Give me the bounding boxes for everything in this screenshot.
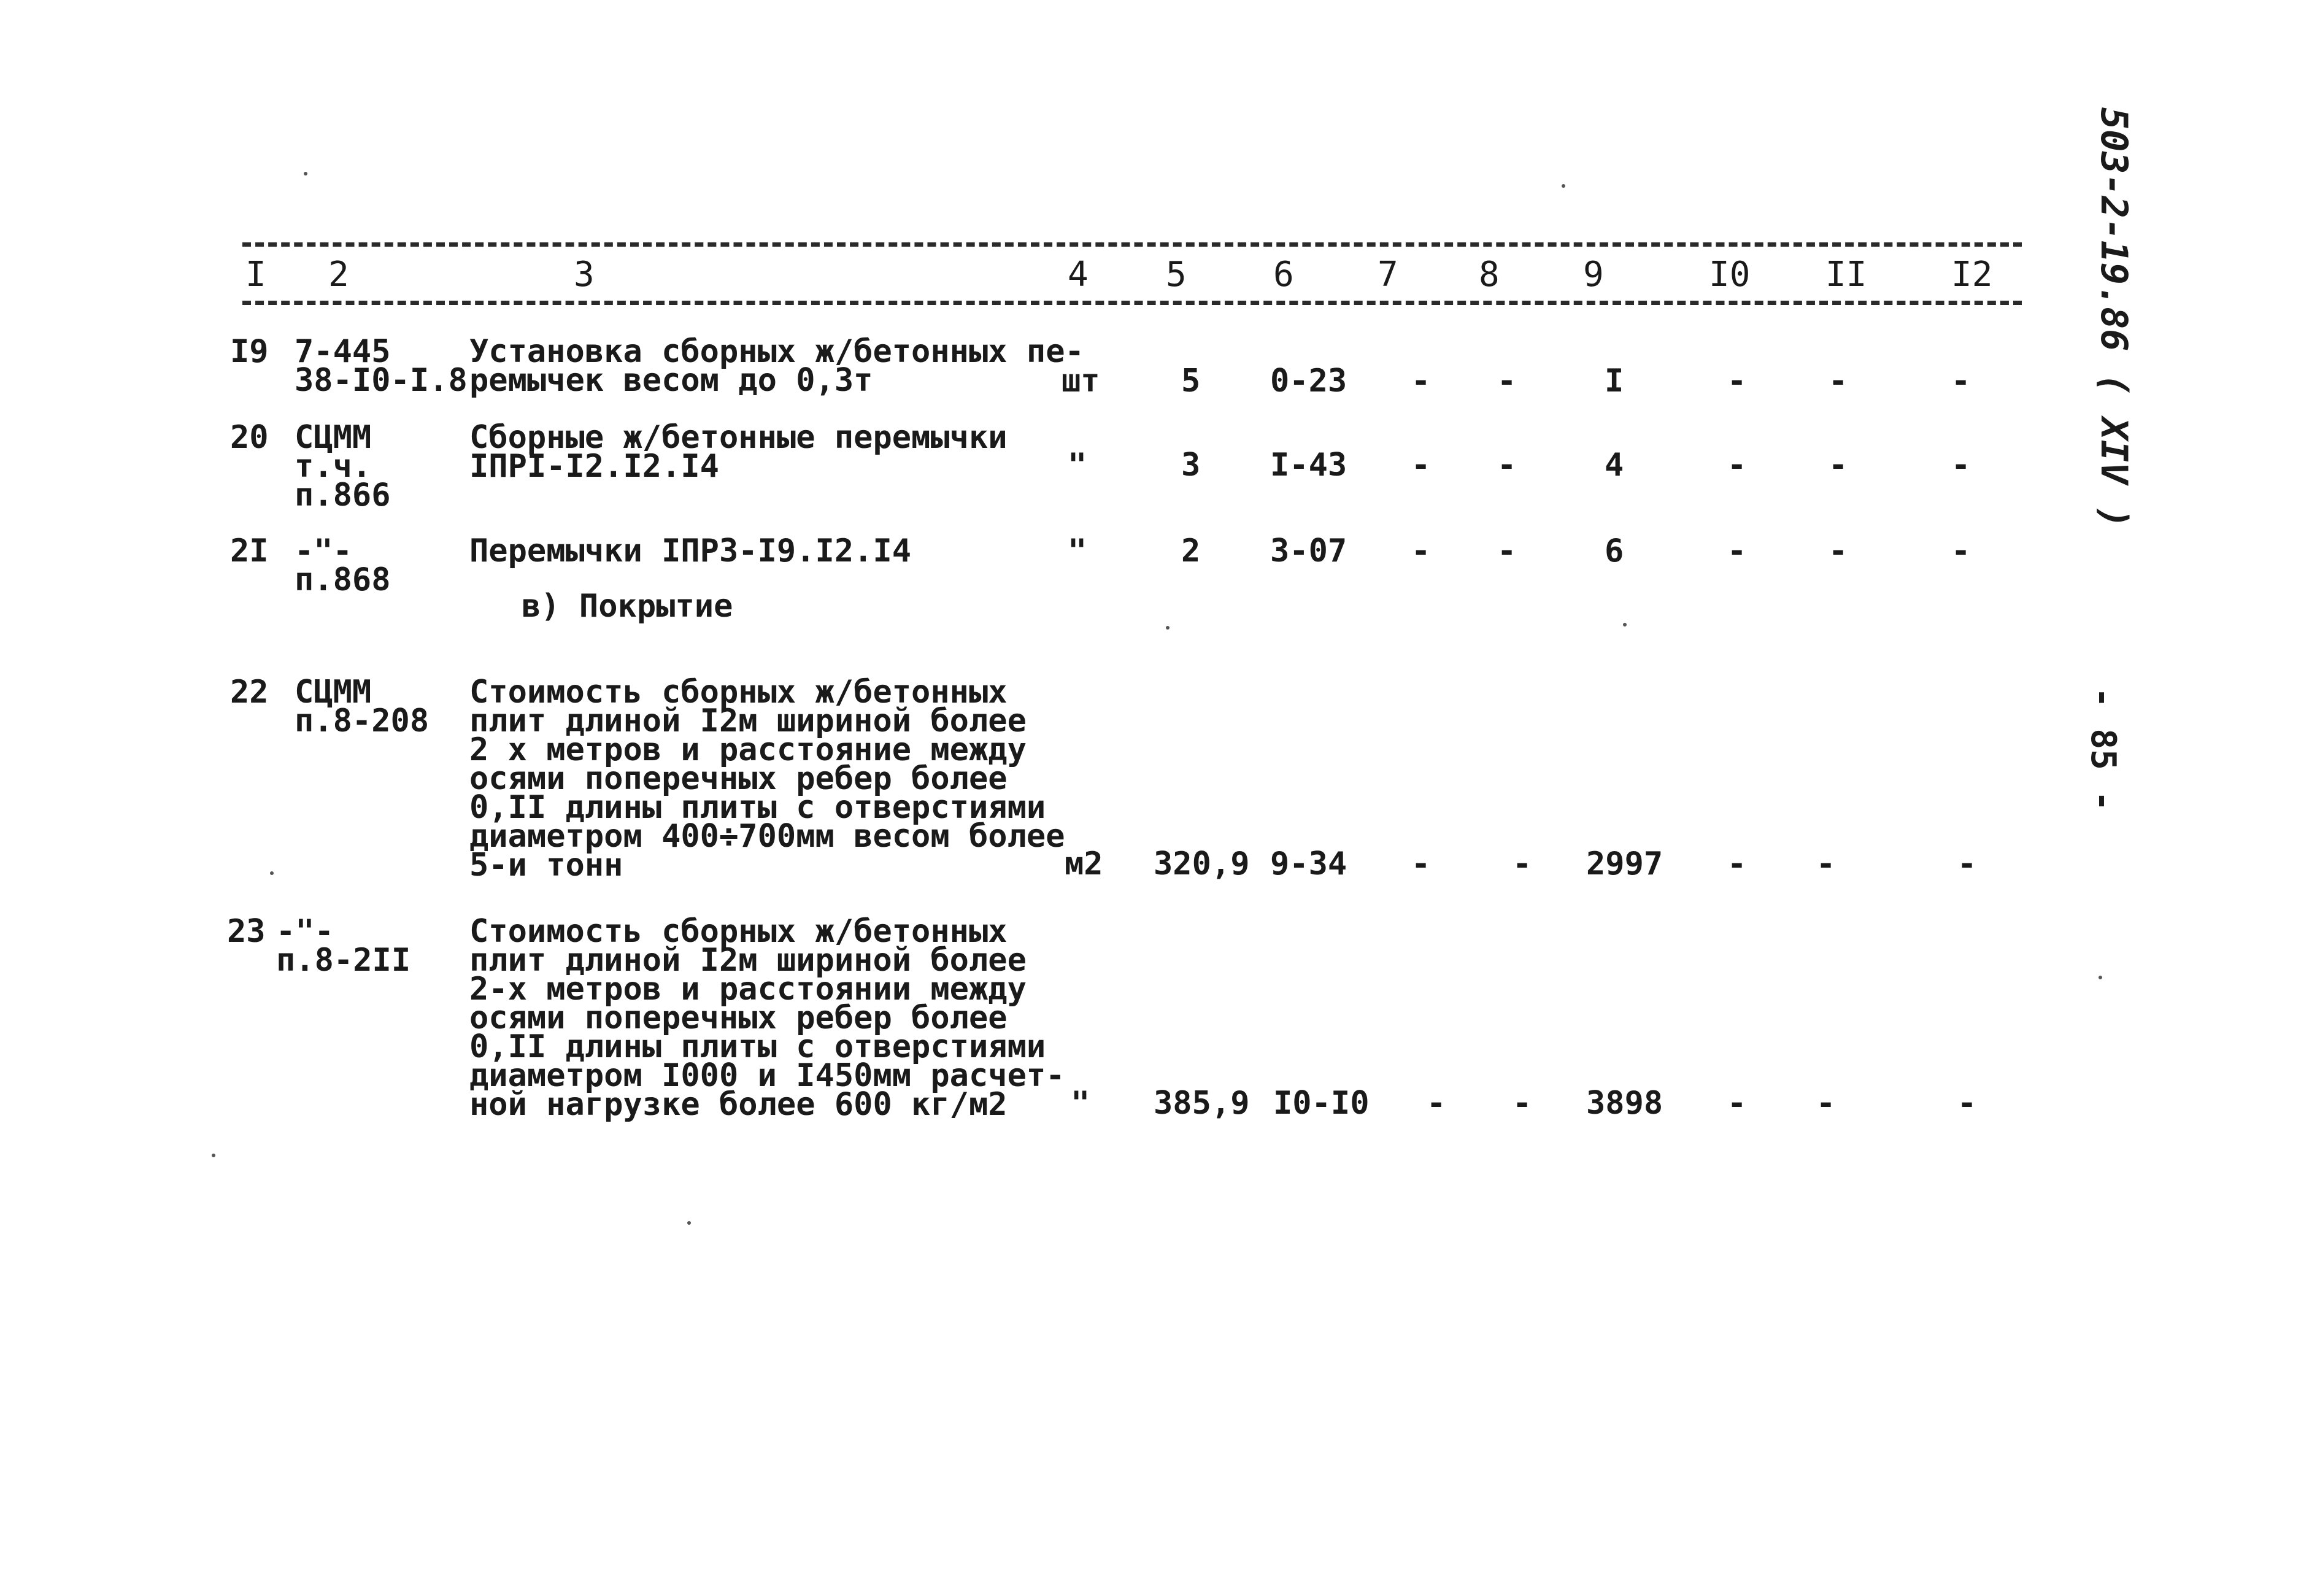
row-price: 3-07 xyxy=(1270,533,1347,569)
scan-speck xyxy=(687,1221,691,1225)
row-unit: шт xyxy=(1062,363,1100,399)
row-unit: " xyxy=(1068,447,1087,484)
row-col10: - xyxy=(1727,533,1747,569)
row-number: 23 xyxy=(227,913,266,950)
scan-speck xyxy=(270,871,274,875)
header-top-rule xyxy=(242,242,2022,247)
row-col11: - xyxy=(1816,1085,1836,1122)
col-header-8: 8 xyxy=(1479,255,1500,295)
page-number: - 85 - xyxy=(2083,687,2123,812)
row-col9: 2997 xyxy=(1586,846,1663,882)
scan-speck xyxy=(304,172,307,175)
row-col12: - xyxy=(1951,533,1971,569)
row-col7: - xyxy=(1411,447,1431,484)
row-description: Перемычки IПР3-I9.I2.I4 xyxy=(469,533,912,569)
row-price: 0-23 xyxy=(1270,363,1347,399)
row-description: Сборные ж/бетонные перемычки IПРI-I2.I2.I4 xyxy=(469,419,1008,485)
row-col8: - xyxy=(1497,447,1517,484)
scan-speck xyxy=(1623,623,1627,626)
col-header-7: 7 xyxy=(1378,255,1398,295)
row-col8: - xyxy=(1497,533,1517,569)
row-qty: 2 xyxy=(1181,533,1201,569)
scan-speck xyxy=(1562,184,1565,188)
row-description: Стоимость сборных ж/бетонных плит длиной I2м шириной более 2 х метров и расстояние между осями поперечных ребер более 0,II длины плиты с отверстиями диаметром 400÷700мм весом более 5-и тонн xyxy=(469,674,1065,884)
scan-speck xyxy=(2098,976,2102,979)
row-code: СЦММ п.8-208 xyxy=(295,674,430,739)
row-col7: - xyxy=(1411,533,1431,569)
row-number: I9 xyxy=(230,333,269,370)
row-number: 22 xyxy=(230,674,269,711)
header-bottom-rule xyxy=(242,301,2022,305)
row-col12: - xyxy=(1957,846,1977,882)
row-col7: - xyxy=(1411,846,1431,882)
row-col9: I xyxy=(1605,363,1624,399)
row-col7: - xyxy=(1411,363,1431,399)
row-col12: - xyxy=(1957,1085,1977,1122)
col-header-3: 3 xyxy=(574,255,595,295)
col-header-11: II xyxy=(1825,255,1867,295)
scan-speck xyxy=(212,1154,215,1157)
row-col7: - xyxy=(1427,1085,1446,1122)
row-col10: - xyxy=(1727,363,1747,399)
row-qty: 320,9 xyxy=(1154,846,1250,882)
document-code: 503-2-19.86 ( XIV ) xyxy=(2092,107,2135,529)
row-col11: - xyxy=(1829,363,1848,399)
col-header-9: 9 xyxy=(1583,255,1604,295)
row-col11: - xyxy=(1829,447,1848,484)
row-col12: - xyxy=(1951,363,1971,399)
row-number: 2I xyxy=(230,533,269,569)
row-col8: - xyxy=(1497,363,1517,399)
col-header-6: 6 xyxy=(1273,255,1294,295)
row-col8: - xyxy=(1513,1085,1532,1122)
row-col8: - xyxy=(1513,846,1532,882)
col-header-4: 4 xyxy=(1068,255,1089,295)
row-code: СЦММ т.ч. п.866 xyxy=(295,419,391,514)
section-label: в) Покрытие xyxy=(522,588,733,625)
row-col10: - xyxy=(1727,1085,1747,1122)
col-header-10: I0 xyxy=(1709,255,1751,295)
row-col9: 3898 xyxy=(1586,1085,1663,1122)
row-description: Стоимость сборных ж/бетонных плит длиной I2м шириной более 2-х метров и расстоянии между осями поперечных ребер более 0,II длины плиты с отверстиями диаметром I000 и I450мм расчет- ной нагрузке более 600 кг/м2 xyxy=(469,913,1065,1123)
row-code: -"- п.8-2II xyxy=(276,913,411,979)
row-code: 7-445 38-I0-I.8 xyxy=(295,333,468,399)
row-col9: 6 xyxy=(1605,533,1624,569)
row-col9: 4 xyxy=(1605,447,1624,484)
row-unit: м2 xyxy=(1065,846,1103,882)
row-number: 20 xyxy=(230,419,269,456)
row-qty: 385,9 xyxy=(1154,1085,1250,1122)
scan-speck xyxy=(1166,626,1170,630)
col-header-12: I2 xyxy=(1951,255,1993,295)
row-description: Установка сборных ж/бетонных пе- ремычек весом до 0,3т xyxy=(469,333,1084,399)
col-header-5: 5 xyxy=(1166,255,1187,295)
row-unit: " xyxy=(1071,1085,1090,1122)
col-header-2: 2 xyxy=(328,255,349,295)
row-qty: 5 xyxy=(1181,363,1201,399)
row-col12: - xyxy=(1951,447,1971,484)
row-col11: - xyxy=(1816,846,1836,882)
row-unit: " xyxy=(1068,533,1087,569)
row-qty: 3 xyxy=(1181,447,1201,484)
row-price: I-43 xyxy=(1270,447,1347,484)
row-price: 9-34 xyxy=(1270,846,1347,882)
row-code: -"- п.868 xyxy=(295,533,391,598)
row-col11: - xyxy=(1829,533,1848,569)
col-header-1: I xyxy=(245,255,266,295)
row-price: I0-I0 xyxy=(1273,1085,1370,1122)
row-col10: - xyxy=(1727,846,1747,882)
row-col10: - xyxy=(1727,447,1747,484)
